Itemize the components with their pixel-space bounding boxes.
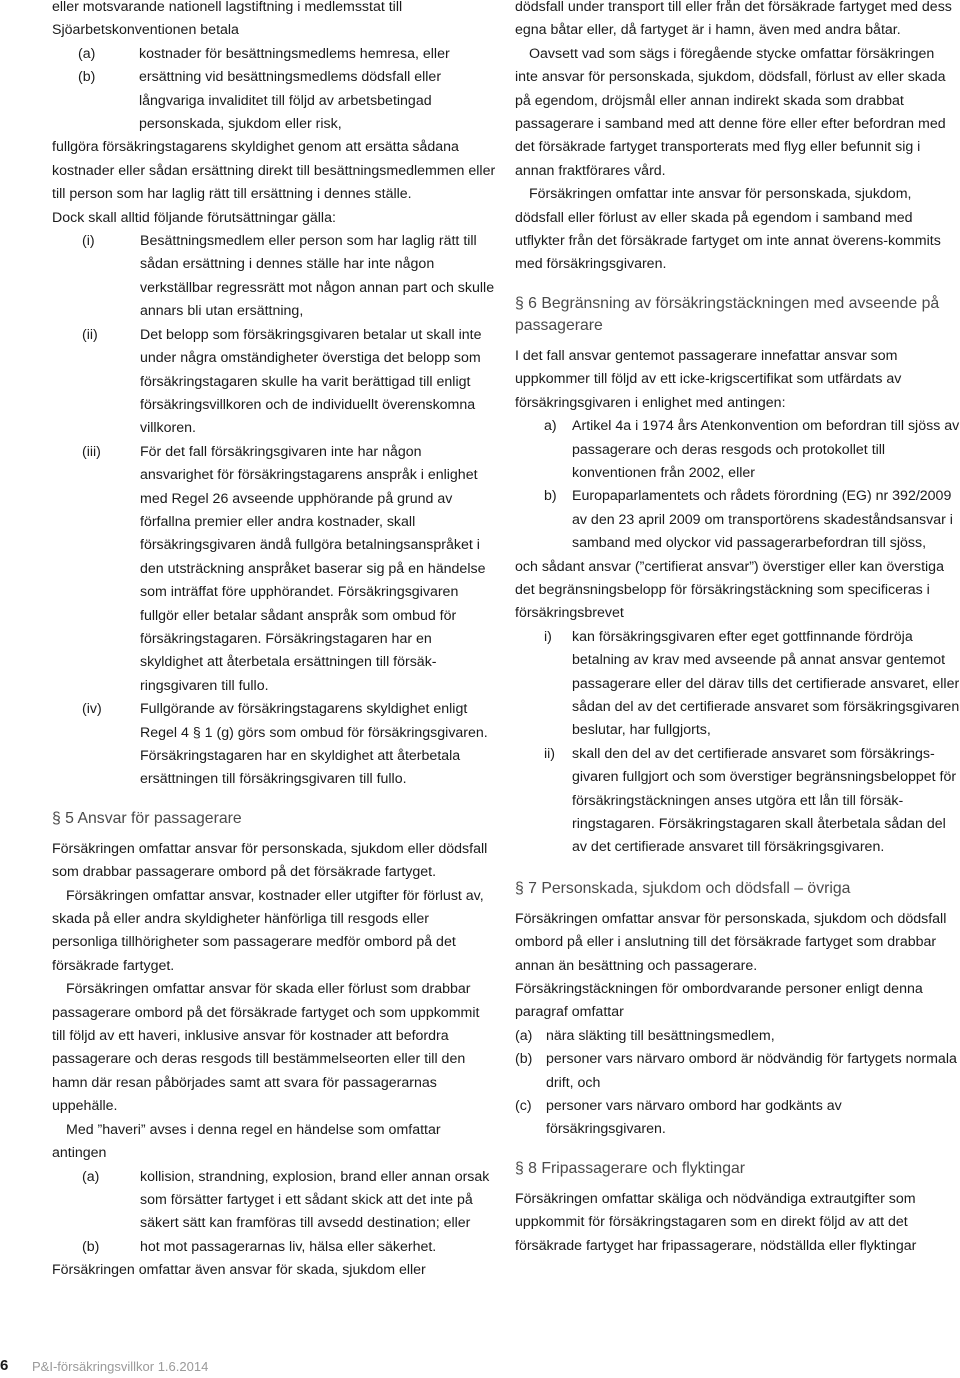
list-marker: (a): [82, 1168, 100, 1185]
intro-line-2: Sjöarbetskonventionen betala: [52, 22, 239, 39]
paragraph: Försäkringen omfattar ansvar, kostnader eller utgifter för förlust av, skada på eller andra skyldigheter hänförliga till resgods eller personliga tillhörigheter som passagerare medför ombord på det försäkrade fartyget.: [52, 887, 484, 974]
paragraph: dödsfall under transport till eller från det försäkrade fartyget med dess egna båtar eller, då fartyget är i hamn, även med andra båtar.: [515, 0, 952, 39]
list-item: [52, 1236, 496, 1259]
paragraph: Försäkringstäckningen för ombordvarande personer enligt denna paragraf omfattar: [515, 981, 923, 1021]
list-marker: (b): [515, 1051, 533, 1068]
list-item: [515, 743, 960, 860]
list-item: [52, 441, 496, 698]
list-item: [52, 1166, 496, 1236]
paragraph: och sådant ansvar (”certifierat ansvar”) överstiger eller kan överstiga det begränsningsbelopp för försäkringstäckning som specificeras i försäkringsbrevet: [515, 558, 944, 622]
list-item: [52, 324, 496, 441]
section-heading: § 8 Fripassagerare och flyktingar: [515, 1159, 746, 1177]
list-text: skall den del av det certifierade ansvaret som försäkrings-givaren fullgjort och som överstiger begränsningsbeloppet för försäkringstäckningen anses utgöra ett lån till försäk-ringstagaren. Försäkringstagaren skall återbetala sådan del av det certifierade ansvaret till försäkringsgivaren.: [572, 745, 957, 856]
list-text: kan försäkringsgivaren efter eget gottfinnande fördröja betalning av krav med avseende på annat ansvar gentemot passagerare eller del därav tills det certifierade ansvaret, eller sådan del av det certifierade ansvaret som försäkringsgivaren beslutar, har fullgjorts,: [572, 628, 960, 739]
list-marker: i): [544, 628, 552, 645]
list-item: [52, 698, 496, 792]
list-item: [515, 1025, 960, 1048]
paragraph: Försäkringen omfattar ansvar för personskada, sjukdom och dödsfall ombord på eller i anslutning till det försäkrade fartyget som drabbar annan än besättning och passagerare.: [515, 910, 947, 974]
list-text: kollision, strandning, explosion, brand eller annan orsak som försätter fartyget i ett sådant skick att det inte på säkert sätt kan framföras till avsedd destination; eller: [140, 1168, 490, 1232]
list-item: [515, 626, 960, 743]
paragraph: Med ”haveri” avses i denna regel en händelse som omfattar antingen: [52, 1121, 441, 1162]
list-marker: (a): [78, 45, 96, 62]
list-item: [515, 1048, 960, 1095]
list-marker: (b): [78, 69, 96, 86]
list-text: Fullgörande av försäkringstagarens skyldighet enligt Regel 4 § 1 (g) görs som ombud för försäkringsgivaren. Försäkringstagaren har en skyldighet att återbetala ersättningen till försäkringsgivaren till fullo.: [140, 701, 488, 788]
list-item: [515, 1095, 960, 1142]
list-item: [515, 415, 960, 485]
list-text: Europaparlamentets och rådets förordning (EG) nr 392/2009 av den 23 april 2009 om transportörens skadeståndsansvar i samband med olyckor vid passagerarbefordran till sjöss,: [572, 488, 953, 552]
paragraph: Försäkringen omfattar ansvar för skada eller förlust som drabbar passagerare ombord på det försäkrade fartyget och som uppkommit till följd av ett haveri, inklusive ansvar för kostnader att befordra passagerare och deras resgods till bestämmelseorten eller till den hamn där resan påbörjades samt att svara för passagerarnas uppehälle.: [52, 981, 480, 1115]
list-marker: (b): [82, 1238, 100, 1255]
paragraph: Försäkringen omfattar inte ansvar för personskada, sjukdom, dödsfall eller förlust av eller skada på egendom i samband med utflykter från det försäkrade fartyget om inte annat överens-kommits med försäkringsgivaren.: [515, 186, 941, 273]
page-number: 6: [0, 1357, 9, 1374]
list-text: Artikel 4a i 1974 års Atenkonvention om befordran till sjöss av passagerare och deras resgods och protokollet till konventionen från 2002, eller: [572, 418, 960, 481]
list-item: [52, 43, 496, 66]
paragraph: Oavsett vad som sägs i föregående stycke omfattar försäkringen inte ansvar för personskada, sjukdom, dödsfall, förlust av eller skada på egendom, dröjsmål eller annan indirekt skada som drabbat passagerare i samband med att denne före eller efter befordran med det försäkrade fartyget transporterats med flyg eller befunnit sig i annan fraktförares vård.: [515, 45, 946, 179]
section-heading: § 5 Ansvar för passagerare: [52, 809, 242, 827]
list-text: personer vars närvaro ombord har godkänts av försäkringsgivaren.: [546, 1098, 842, 1138]
paragraph: Försäkringen omfattar ansvar för personskada, sjukdom eller dödsfall som drabbar passagerare ombord på det försäkrade fartyget.: [52, 840, 488, 881]
list-text: hot mot passagerarnas liv, hälsa eller säkerhet.: [140, 1238, 437, 1255]
section-heading: § 7 Personskada, sjukdom och dödsfall – övriga: [515, 879, 851, 897]
list-marker: (c): [515, 1098, 532, 1115]
list-item: [515, 485, 960, 555]
footer-title: P&I-försäkringsvillkor 1.6.2014: [32, 1359, 209, 1374]
list-text: För det fall försäkringsgivaren inte har någon ansvarighet för försäkringstagarens anspråk i enlighet med Regel 26 avseende upphörande på grund av förfallna premier eller andra kostnader, skall försäkringsgivaren ändå fullgöra betalningsanspråket i den utsträckning anspråket baserar sig på en händelse som inträffat före upphörandet. Försäkringsgivaren fullgör eller betalar sådant anspråk som ombud för försäkringstagaren. Försäkringstagaren har en skyldighet att återbetala ersättningen till försäk-ringsgivaren till fullo.: [140, 443, 486, 694]
list-marker: (iv): [82, 701, 102, 718]
paragraph: I det fall ansvar gentemot passagerare innefattar ansvar som uppkommer till följd av ett icke-krigscertifikat som utfärdats av försäkringsgivaren i enlighet med antingen:: [515, 347, 902, 411]
list-text: ersättning vid besättningsmedlems dödsfall eller långvariga invaliditet till följd av arbetsbetingad personskada, sjukdom eller risk,: [139, 69, 442, 133]
list-item: [52, 66, 496, 136]
paragraph: fullgöra försäkringstagarens skyldighet genom att ersätta sådana kostnader eller sådan ersättning direkt till besättningsmedlemmen eller till person som har laglig rätt till ersättning i dennes ställe.: [52, 139, 496, 203]
list-marker: ii): [544, 745, 556, 762]
intro-line-1: eller motsvarande nationell lagstiftning i medlemsstat till: [52, 0, 403, 15]
list-marker: (a): [515, 1027, 533, 1044]
right-column: [515, 0, 960, 1258]
list-text: kostnader för besättningsmedlems hemresa, eller: [139, 45, 450, 62]
section-heading: § 6 Begränsning av försäkringstäckningen med avseende på passagerare: [515, 294, 940, 334]
left-column: [52, 0, 496, 1283]
paragraph: Försäkringen omfattar skäliga och nödvändiga extrautgifter som uppkommit för försäkringstagaren som en direkt följd av att det försäkrade fartyget har fripassagerare, nödställda eller flyktingar: [515, 1190, 917, 1254]
list-marker: a): [544, 418, 557, 435]
paragraph: Försäkringen omfattar även ansvar för skada, sjukdom eller: [52, 1262, 426, 1279]
list-text: nära släkting till besättningsmedlem,: [546, 1027, 775, 1044]
page-footer: [0, 1354, 960, 1376]
list-text: Besättningsmedlem eller person som har laglig rätt till sådan ersättning i dennes ställe har inte någon verkställbar regressrätt mot någon annan part och skulle annars bli utan ersättning,: [140, 233, 495, 320]
paragraph: Dock skall alltid följande förutsättningar gälla:: [52, 209, 336, 226]
list-marker: (iii): [82, 443, 101, 460]
list-marker: (ii): [82, 326, 98, 343]
list-text: personer vars närvaro ombord är nödvändig för fartygets normala drift, och: [546, 1051, 957, 1091]
list-marker: b): [544, 488, 557, 505]
list-marker: (i): [82, 233, 95, 250]
list-item: [52, 230, 496, 324]
list-text: Det belopp som försäkringsgivaren betalar ut skall inte under några omständigheter överstiga det belopp som försäkringstagaren skulle ha varit berättigad till enligt försäkringsvillkoren och de individuellt överenskomna villkoren.: [140, 326, 482, 437]
